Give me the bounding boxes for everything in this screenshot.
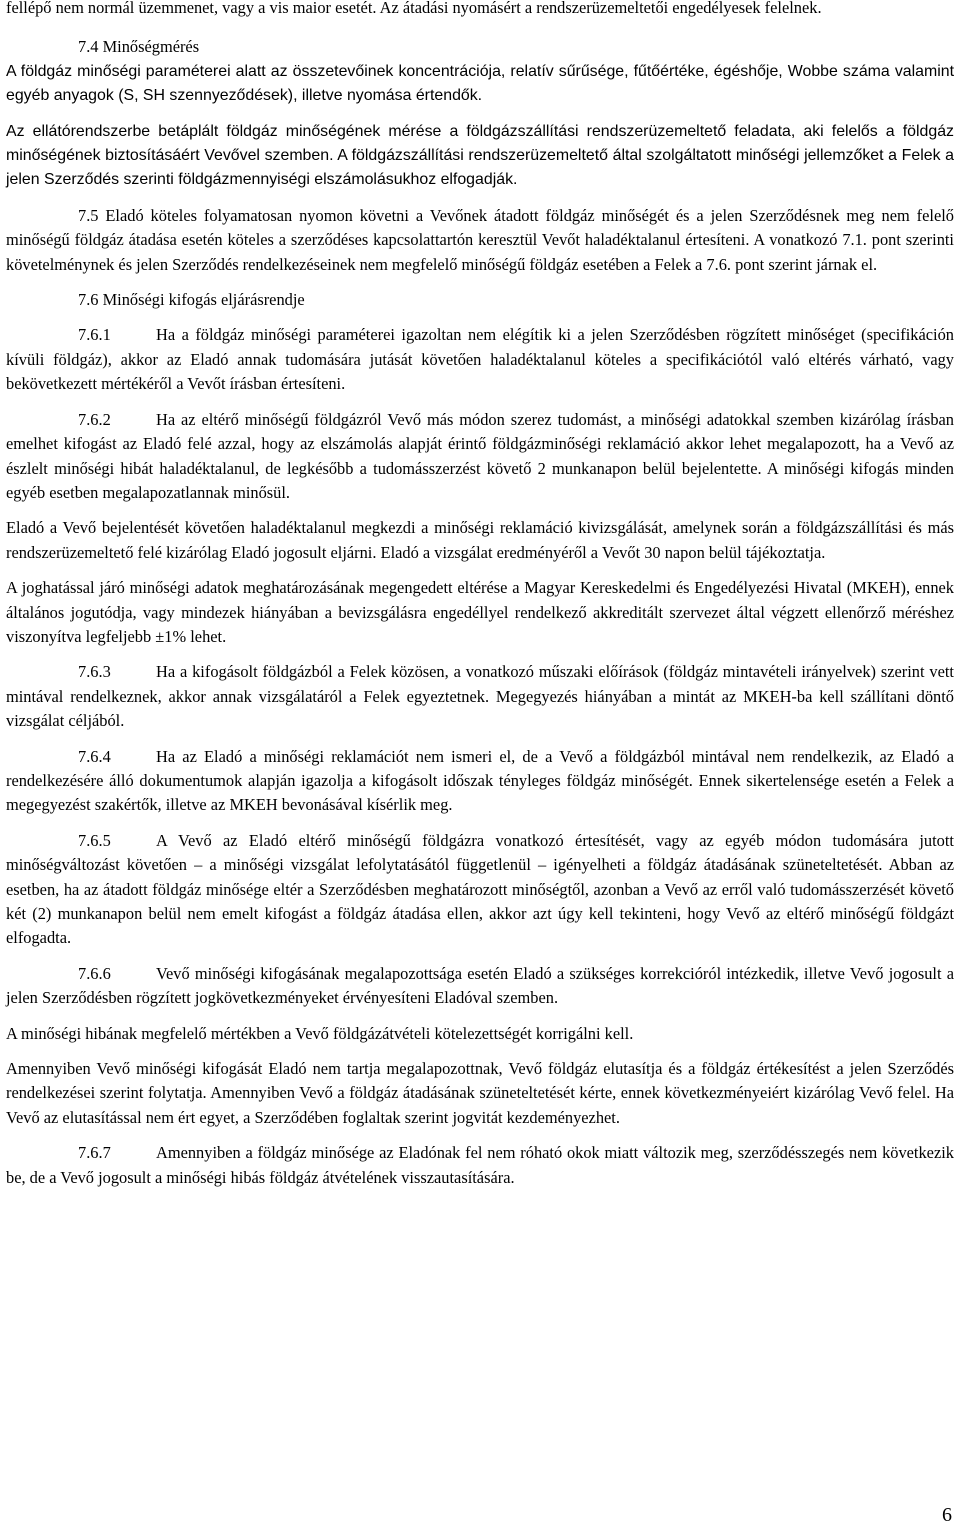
clause-text: A Vevő az Eladó eltérő minőségű földgázra vonatkozó értesítését, vagy az egyéb módon tudomására jutott minőségváltozást követően – a minőségi vizsgálat lefolytatásától függetlenül – igényelheti a földgáz átadásának szüneteltetését. Abban az esetben, ha az átadott földgáz minősége eltér a Szerződésben meghatározott minőségtől, azonban a Vevő az erről való tudomásszerzését követő két (2) munkanapon belül nem emelt kifogást a földgáz átadása ellen, akkor azt úgy kell tekinteni, hogy Vevő az eltérő minőségű földgázt elfogadta. [6,830,954,948]
section-heading-7-4: 7.4 Minőségmérés [78,37,200,57]
clause-text: Ha a kifogásolt földgázból a Felek közösen, a vonatkozó műszaki előírások (földgáz mintavételi irányelvek) szerint vett mintával rendelkeznek, akkor annak vizsgálatáról a Felek egyeztetnek. Megegyezés hiányában a mintát az MKEH-ba kell szállítani döntő vizsgálat céljából. [6,662,954,731]
paragraph-complaint-investigation: Eladó a Vevő bejelentését követően haladéktalanul megkezdi a minőségi reklamáció kivizsgálását, amelynek során a földgázszállítási és más rendszerüzemeltető felé kizárólag Eladó jogosult eljárni. Eladó a vizsgálat eredményéről a Vevőt 30 napon belül tájékoztatja. [6,518,954,562]
paragraph-7-6-1 [6,323,954,396]
clause-number: 7.6.6 [78,963,111,983]
paragraph-quality-parameters: A földgáz minőségi paraméterei alatt az összetevőinek koncentrációja, relatív sűrűsége, fűtőértéke, égéshője, Wobbe száma valamint egyéb anyagok (S, SH szennyeződések), illetve nyomása értendők. [6,62,954,105]
clause-number: 7.6.2 [78,409,111,429]
clause-number: 7.6.3 [78,662,111,682]
paragraph-carryover: fellépő nem normál üzemmenet, vagy a vis maior esetét. Az átadási nyomásért a rendszerüzemeltetői engedélyesek felelnek. [6,0,822,17]
paragraph-7-6-3 [6,660,954,733]
clause-text: Ha az Eladó a minőségi reklamációt nem ismeri el, de a Vevő a földgázból mintával nem rendelkezik, az Eladó a rendelkezésére álló dokumentumok alapján igazolja a kifogásolt időszak tényleges földgáz minőségét. Ennek sikertelensége esetén a Felek a megegyezést szakértők, illetve az MKEH bevonásával kísérlik meg. [6,746,954,815]
clause-number: 7.6.7 [78,1143,111,1163]
clause-number: 7.6.5 [78,830,111,850]
page-number: 6 [942,1504,952,1526]
paragraph-7-6-6 [6,962,954,1011]
paragraph-7-6-2 [6,408,954,506]
paragraph-7-6-4 [6,745,954,818]
paragraph-7-6-5 [6,829,954,951]
paragraph-quality-measurement: Az ellátórendszerbe betáplált földgáz minőségének mérése a földgázszállítási rendszerüzemeltető feladata, aki felelős a földgáz minőségének biztosításáért Vevővel szemben. A földgázszállítási rendszerüzemeltető által szolgáltatott minőségi jellemzőket a Felek a jelen Szerződés szerinti földgázmennyiségi elszámolásukhoz elfogadják. [6,122,954,189]
paragraph-7-6-7 [6,1141,954,1190]
clause-text: Ha a földgáz minőségi paraméterei igazoltan nem elégítik ki a jelen Szerződésben rögzített minőséget (specifikáción kívüli földgáz), akkor az Eladó annak tudomására jutását követően haladéktalanul köteles a specifikációtól való eltérés várható, vagy bekövetkezett mértékéről a Vevőt írásban értesíteni. [6,325,954,394]
clause-text: Ha az eltérő minőségű földgázról Vevő más módon szerez tudomást, a minőségi adatokkal szemben kizárólag írásban emelhet kifogást az Eladó felé azzal, hogy az elszámolás alapját érintő földgázminőségi reklamáció akkor lehet megalapozott, ha a Vevő az észlelt minőségi hibát haladéktalanul, de legkésőbb a tudomásszerzést követő 2 munkanapon belül bejelentette. A minőségi kifogás minden egyéb esetben megalapozatlannak minősül. [6,409,954,502]
paragraph-allowed-deviation: A joghatással járó minőségi adatok meghatározásának megengedett eltérése a Magyar Kereskedelmi és Engedélyezési Hivatal (MKEH), ennek általános jogutódja, vagy mindezek hiányában a bevizsgálásra engedéllyel rendelkező akkreditált szervezet által végzett ellenőrző méréshez viszonyítva legfeljebb ±1% lehet. [6,578,954,646]
paragraph-rejection: Amennyiben Vevő minőségi kifogását Eladó nem tartja megalapozottnak, Vevő földgáz elutasítja és a földgáz értékesítést a jelen Szerződés rendelkezései szerint folytatja. Amennyiben Vevő a földgáz átadásának szüneteltetését kérte, ennek következményeiért kizárólag Vevő felel. Ha Vevő az elutasítással nem ért egyet, a Szerződében foglaltak szerint jogvitát kezdeményezhet. [6,1059,954,1127]
clause-number: 7.6.1 [78,325,111,345]
clause-text: Amennyiben a földgáz minősége az Eladónak fel nem róható okok miatt változik meg, szerződésszegés nem következik be, de a Vevő jogosult a minőségi hibás földgáz átvételének visszautasítására. [6,1143,954,1187]
clause-number: 7.6.4 [78,746,111,766]
section-heading-7-6: 7.6 Minőségi kifogás eljárásrendje [78,290,305,310]
document-body [6,0,954,1190]
clause-text: Vevő minőségi kifogásának megalapozottsága esetén Eladó a szükséges korrekcióról intézkedik, illetve Vevő jogosult a jelen Szerződésben rögzített jogkövetkezményeket érvényesíteni Eladóval szemben. [6,963,954,1008]
paragraph-7-5: 7.5 Eladó köteles folyamatosan nyomon követni a Vevőnek átadott földgáz minőségét és a jelen Szerződésnek meg nem felelő minőségű földgáz átadása esetén köteles a szerződéses kapcsolattartón keresztül Vevőt haladéktalanul értesíteni. A vonatkozó 7.1. pont szerinti követelménynek és jelen Szerződés rendelkezéseinek nem megfelelő minőségű földgáz esetében a Felek a 7.6. pont szerint járnak el. [6,205,954,274]
paragraph-correction: A minőségi hibának megfelelő mértékben a Vevő földgázátvételi kötelezettségét korrigálni kell. [6,1023,634,1043]
